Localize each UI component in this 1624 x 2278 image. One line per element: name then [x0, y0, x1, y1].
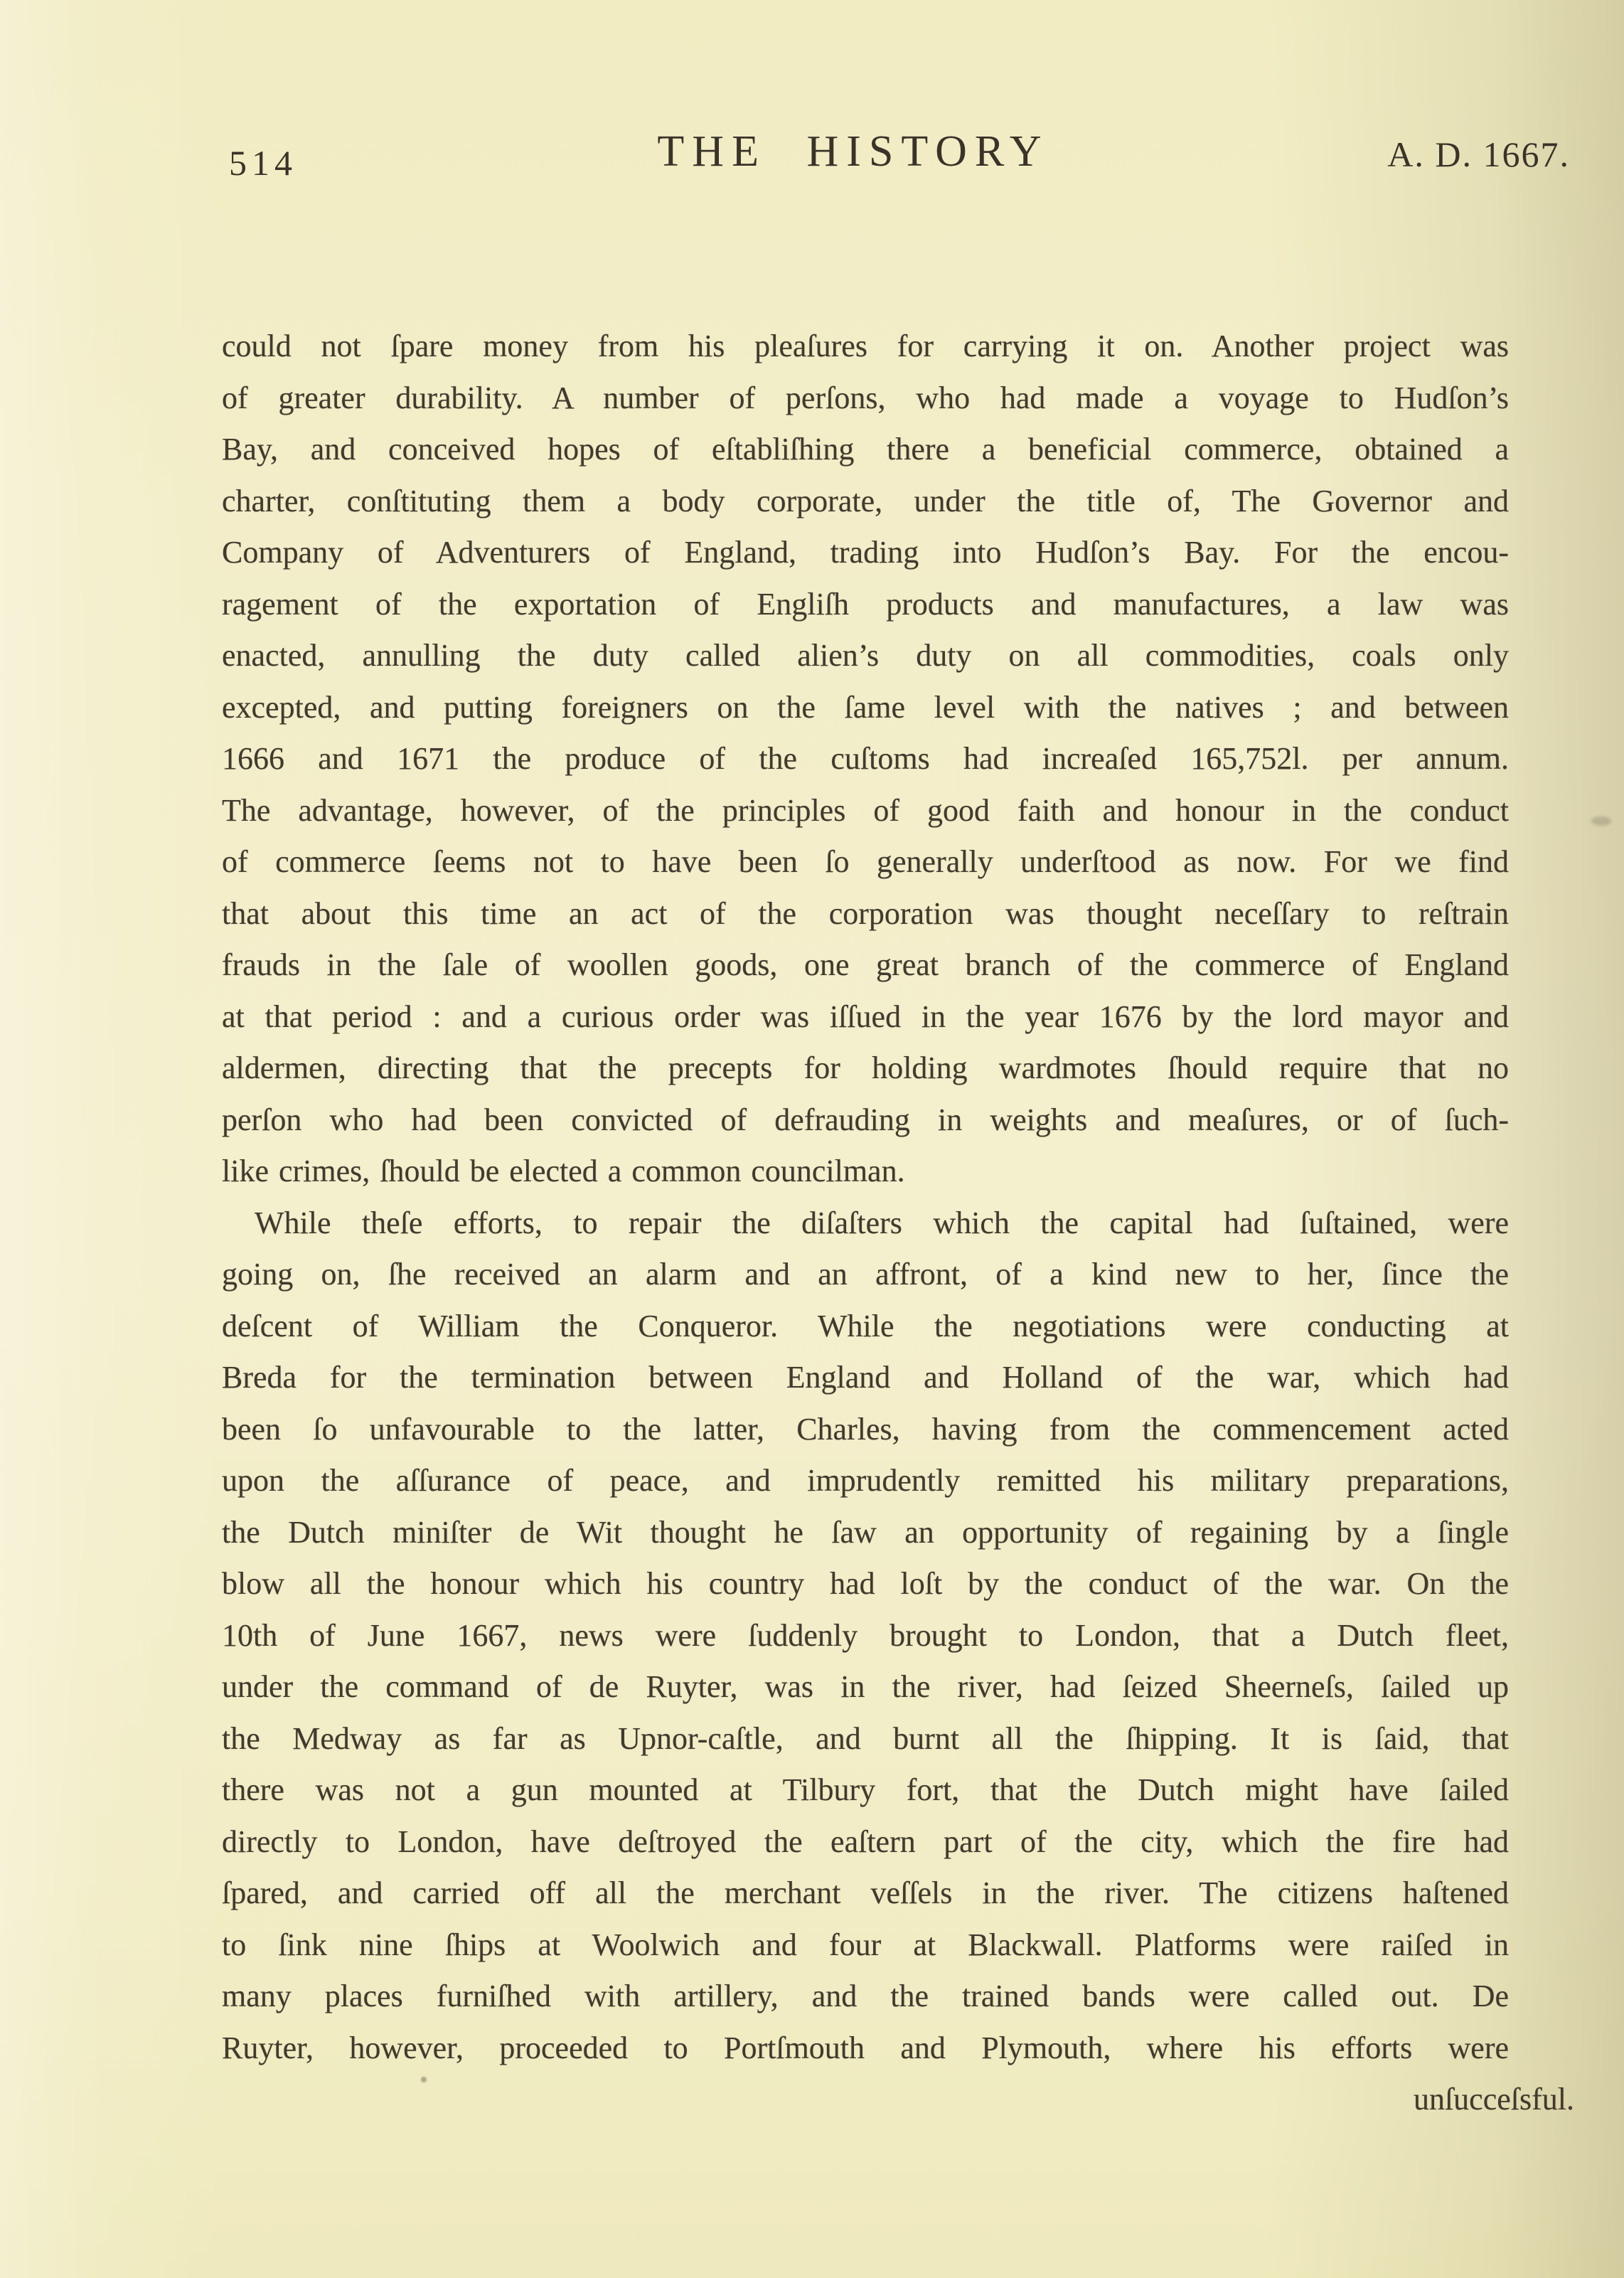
paper-speck: [1591, 816, 1611, 826]
text-line: enacted, annulling the duty called alien’s duty on all commodities, coals only: [222, 638, 1509, 673]
text-line: many places furniſhed with artillery, and the trained bands were called out. De: [222, 1979, 1509, 2013]
text-line: The advantage, however, of the principles of good faith and honour in the conduct: [222, 792, 1509, 828]
text-line: could not ſpare money from his pleaſures for carrying it on. Another project was: [222, 329, 1509, 363]
text-line: like crimes, ſhould be elected a common councilman.: [222, 1154, 905, 1188]
text-line: charter, conſtituting them a body corporate, under the title of, The Governor and: [222, 483, 1509, 518]
text-line: at that period : and a curious order was iſſued in the year 1676 by the lord mayor and: [222, 999, 1509, 1034]
text-block: [222, 321, 1574, 2126]
text-line: of commerce ſeems not to have been ſo generally underſtood as now. For we find: [222, 844, 1509, 879]
text-line: deſcent of William the Conqueror. While the negotiations were conducting at: [222, 1308, 1509, 1343]
text-line: 10th of June 1667, news were ſuddenly brought to London, that a Dutch fleet,: [222, 1617, 1509, 1653]
text-line: ſpared, and carried off all the merchant veſſels in the river. The citizens haſtened: [222, 1875, 1509, 1910]
text-line: directly to London, have deſtroyed the eaſtern part of the city, which the fire had: [222, 1824, 1509, 1859]
text-line: the Medway as far as Upnor-caſtle, and burnt all the ſhipping. It is ſaid, that: [222, 1720, 1509, 1756]
running-title: THE HISTORY: [657, 127, 1049, 176]
text-line: Breda for the termination between England and Holland of the war, which had: [222, 1360, 1509, 1395]
text-line: frauds in the ſale of woollen goods, one great branch of the commerce of England: [222, 947, 1509, 982]
text-line: While theſe efforts, to repair the diſaſters which the capital had ſuſtained, were: [255, 1205, 1509, 1240]
page-number: 514: [229, 143, 297, 183]
text-line: to ſink nine ſhips at Woolwich and four at Blackwall. Platforms were raiſed in: [222, 1927, 1509, 1962]
text-line: perſon who had been convicted of defrauding in weights and meaſures, or of ſuch-: [222, 1102, 1509, 1137]
text-line: upon the aſſurance of peace, and imprudently remitted his military preparations,: [222, 1463, 1509, 1498]
text-line: ragement of the exportation of Engliſh products and manufactures, a law was: [222, 586, 1509, 622]
text-line: blow all the honour which his country had loſt by the conduct of the war. On the: [222, 1566, 1509, 1601]
text-line: there was not a gun mounted at Tilbury fort, that the Dutch might have ſailed: [222, 1772, 1509, 1807]
text-line: been ſo unfavourable to the latter, Charles, having from the commencement acted: [222, 1411, 1509, 1447]
text-line: unſucceſsful.: [1413, 2082, 1574, 2117]
text-line: under the command of de Ruyter, was in the river, had ſeized Sheerneſs, ſailed up: [222, 1669, 1509, 1704]
text-line: Bay, and conceived hopes of eſtabliſhing there a beneficial commerce, obtained a: [222, 432, 1509, 467]
text-line: going on, ſhe received an alarm and an affront, of a kind new to her, ſince the: [222, 1257, 1509, 1292]
text-line: the Dutch miniſter de Wit thought he ſaw an opportunity of regaining by a ſingle: [222, 1514, 1509, 1550]
text-line: Ruyter, however, proceeded to Portſmouth and Plymouth, where his efforts were: [222, 2030, 1509, 2065]
text-line: aldermen, directing that the precepts for holding wardmotes ſhould require that no: [222, 1050, 1509, 1085]
text-line: that about this time an act of the corporation was thought neceſſary to reſtrain: [222, 895, 1509, 931]
text-line: 1666 and 1671 the produce of the cuſtoms had increaſed 165,752l. per annum.: [222, 741, 1509, 776]
paper-speck: [421, 2077, 427, 2082]
text-line: Company of Adventurers of England, trading into Hudſon’s Bay. For the encou-: [222, 535, 1509, 570]
header-date: A. D. 1667.: [1387, 134, 1570, 174]
text-line: of greater durability. A number of perſons, who had made a voyage to Hudſon’s: [222, 380, 1509, 415]
text-line: excepted, and putting foreigners on the ſame level with the natives ; and between: [222, 689, 1509, 725]
